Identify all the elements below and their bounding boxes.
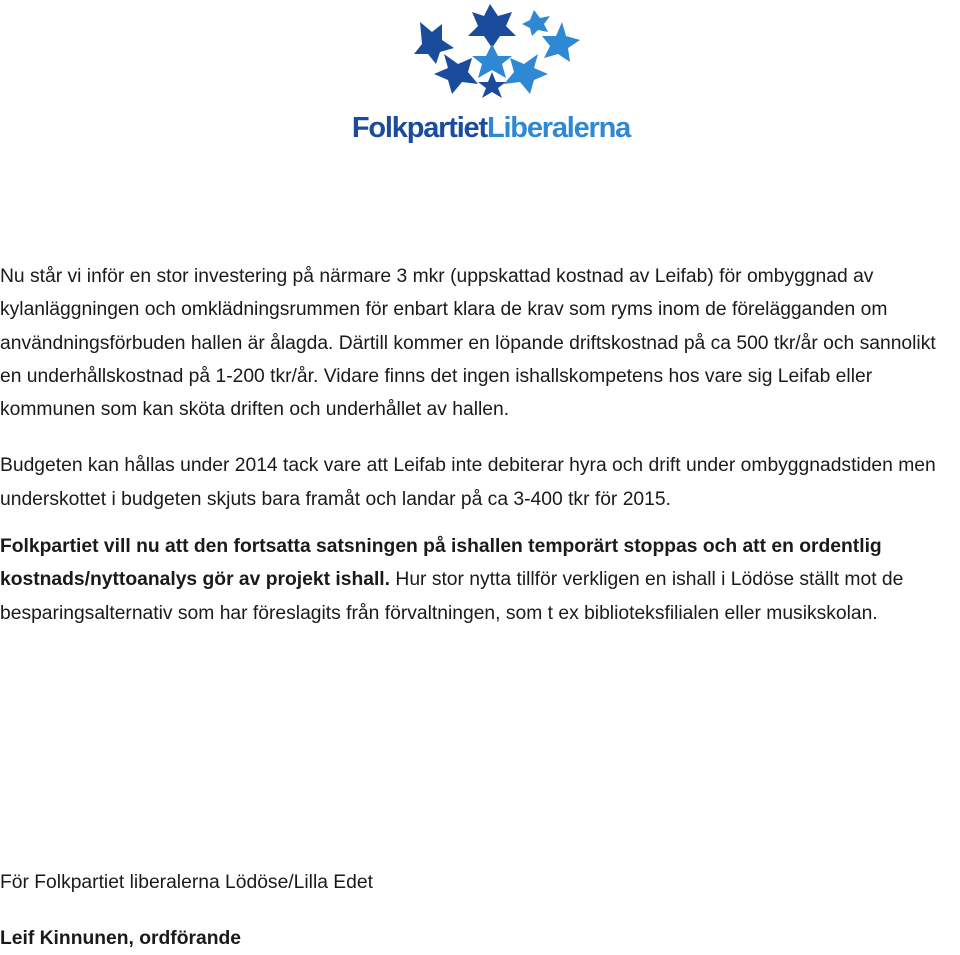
party-logo [346, 2, 636, 152]
logo-word-folkpartiet: Folkpartiet [351, 112, 487, 144]
logo-wordmark [346, 114, 636, 143]
proposal-bold-text: Folkpartiet vill nu att den fortsatta satsningen på ishallen temporärt stoppas och att en ordentlig kostnads/nyttoanalys gör av projekt ishall. [0, 536, 882, 591]
paragraph-budget: Budgeten kan hållas under 2014 tack vare att Leifab inte debiterar hyra och drift under ombyggnadstiden men underskottet i budgeten skjuts bara framåt och landar på ca 3-400 tkr för 2015. [0, 455, 936, 510]
signature-name: Leif Kinnunen, ordförande [0, 928, 242, 949]
paragraph-investment: Nu står vi inför en stor investering på närmare 3 mkr (uppskattad kostnad av Leifab) för ombyggnad av kylanläggningen och omklädningsrummen för enbart klara de krav som ryms inom de förelägganden om användningsförbuden hallen är ålagda. Därtill kommer en löpande driftskostnad på ca 500 tkr/år och sannolikt en underhållskostnad på 1-200 tkr/år. Vidare finns det ingen ishallskompetens hos vare sig Leifab eller kommunen som kan sköta driften och underhållet av hallen. [0, 266, 936, 421]
signature-organization: För Folkpartiet liberalerna Lödöse/Lilla Edet [0, 872, 373, 893]
paragraph-proposal [0, 530, 960, 630]
letter-body [0, 260, 960, 630]
star-logo-icon [398, 2, 584, 102]
proposal-rest-text: Hur stor nytta tillför verkligen en ishall i Lödöse ställt mot de besparingsalternativ som har föreslagits från förvaltningen, som t ex biblioteksfilialen eller musikskolan. [0, 569, 904, 624]
logo-word-liberalerna: Liberalerna [486, 112, 631, 144]
